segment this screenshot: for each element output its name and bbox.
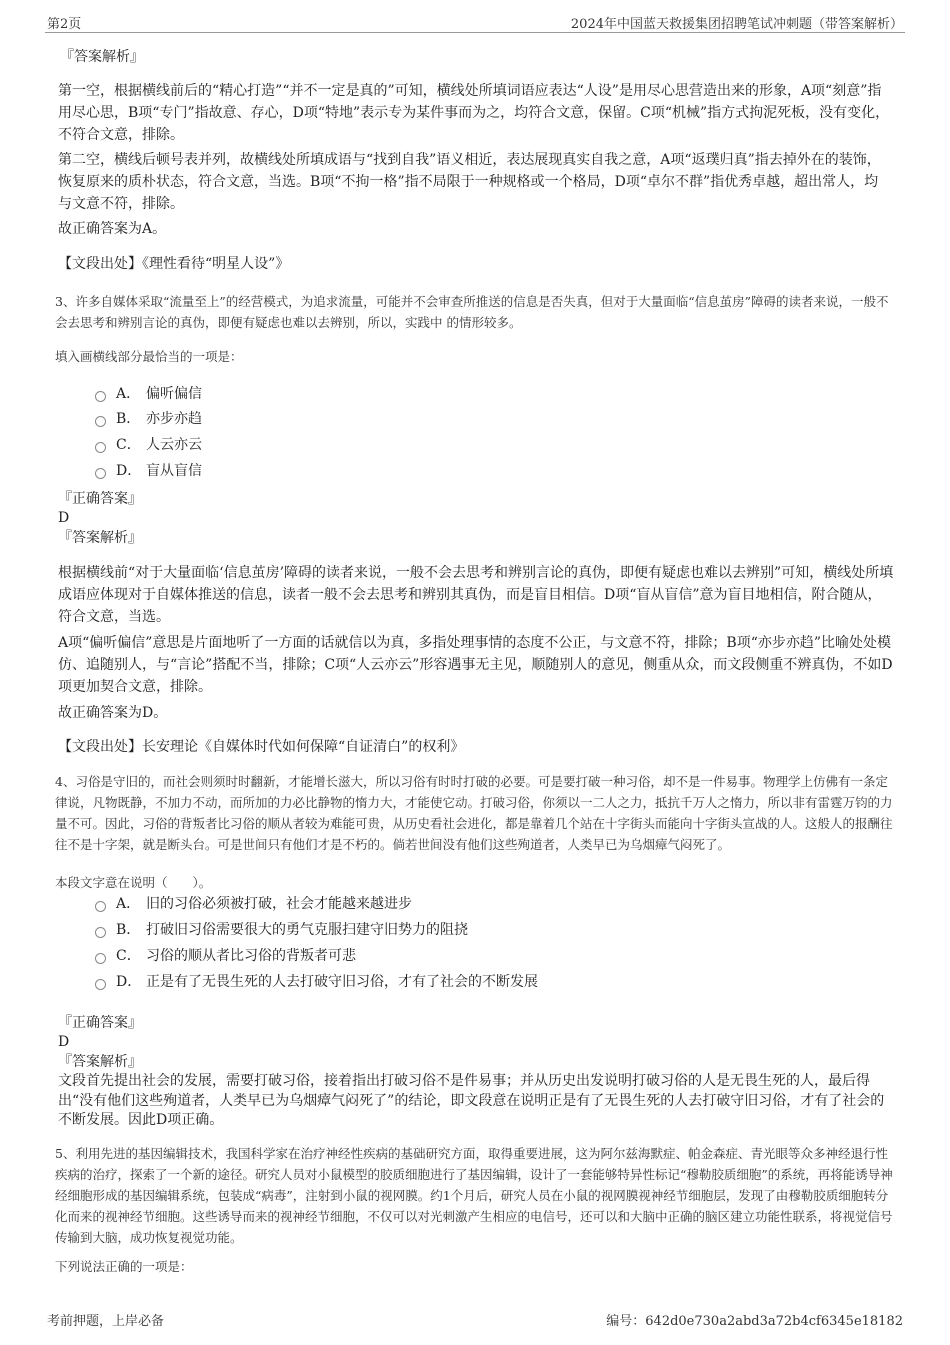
q5-stem: 5、利用先进的基因编辑技术，我国科学家在治疗神经性疾病的基础研究方面，取得重要进展，这为阿尔兹海默症、帕金森症、青光眼等众多神经退行性疾病的治疗，探索了一个新的途径。研究人员对小鼠模型的胶质细胞进行了基因编辑，设计了一套能够特异性标记“穆勒胶质细胞”的系统，再将能诱导神经细胞形成的基因编辑系统，包装成“病毒”，注射到小鼠的视网膜。约1个月后，研究人员在小鼠的视网膜视神经节细胞层，发现了由穆勒胶质细胞转分化而来的视神经节细胞。这些诱导而来的视神经节细胞，不仅可以对光刺激产生相应的电信号，还可以和大脑中正确的脑区建立功能性联系，将视觉信号传输到大脑，成功恢复视觉功能。 xyxy=(55,1146,893,1245)
radio-icon[interactable] xyxy=(95,468,106,479)
radio-icon[interactable] xyxy=(95,442,106,453)
q3-source: 【文段出处】长安理论《自媒体时代如何保障“自证清白”的权利》 xyxy=(58,739,465,755)
radio-icon[interactable] xyxy=(95,927,106,938)
q4-analysis-label: 『答案解析』 xyxy=(58,1054,142,1070)
q3-option-d[interactable]: D． 盲从盲信 xyxy=(95,461,202,481)
q2-answer-line: 故正确答案为A。 xyxy=(58,221,167,237)
q3-option-a[interactable]: A． 偏听偏信 xyxy=(95,384,202,404)
q4-stem: 4、习俗是守旧的，而社会则须时时翻新，才能增长滋大，所以习俗有时时打破的必要。可是要打破一种习俗，却不是一件易事。物理学上仿佛有一条定律说，凡物既静，不加力不动，而所加的力必比静物的惰力大，才能使它动。打破习俗，你须以一二人之力，抵抗千万人之惰力，所以非有雷霆万钧的力量不可。因此，习俗的背叛者比习俗的顺从者较为难能可贵，从历史看社会进化，都是靠着几个站在十字街头而能向十字街头宣战的人。这般人的报酬往往不是十字架，就是断头台。可是世间只有他们才是不朽的。倘若世间没有他们这些殉道者，人类早已为乌烟瘴气闷死了。 xyxy=(55,774,893,852)
radio-icon[interactable] xyxy=(95,901,106,912)
q3-answer-line: 故正确答案为D。 xyxy=(58,705,168,721)
document-code: 642d0e730a2abd3a72b4cf6345e18182 xyxy=(645,1314,903,1329)
q2-analysis-label: 『答案解析』 xyxy=(60,49,144,65)
q3-prompt: 填入画横线部分最恰当的一项是： xyxy=(55,349,243,364)
q3-answer: D xyxy=(58,510,70,526)
q5-prompt: 下列说法正确的一项是： xyxy=(55,1259,193,1274)
footer-code: 编号：642d0e730a2abd3a72b4cf6345e18182 xyxy=(606,1314,903,1329)
q2-analysis-p2: 第二空，横线后顿号表并列，故横线处所填成语与“找到自我”语义相近，表达展现真实自我之意，A项“返璞归真”指去掉外在的装饰，恢复原来的质朴状态，符合文意，当选。B项“不拘一格”指不局限于一种规格或一个格局，D项“卓尔不群”指优秀卓越，超出常人，均与文意不符，排除。 xyxy=(58,152,881,212)
q4-prompt: 本段文字意在说明（ ）。 xyxy=(55,875,212,890)
q4-option-a[interactable]: A． 旧的习俗必须被打破，社会才能越来越进步 xyxy=(95,894,412,914)
q4-answer-label: 『正确答案』 xyxy=(58,1015,142,1031)
radio-icon[interactable] xyxy=(95,979,106,990)
radio-icon[interactable] xyxy=(95,953,106,964)
document-title: 2024年中国蓝天救援集团招聘笔试冲刺题（带答案解析） xyxy=(570,17,903,32)
page-header xyxy=(45,10,905,33)
q3-option-b[interactable]: B． 亦步亦趋 xyxy=(95,409,202,429)
page-number: 第2页 xyxy=(47,17,82,32)
q3-analysis-label: 『答案解析』 xyxy=(58,530,142,546)
q3-analysis-p1: 根据横线前“对于大量面临‘信息茧房’障碍的读者来说，一般不会去思考和辨别言论的真伪，即便有疑虑也难以去辨别”可知，横线处所填成语应体现对于自媒体推送的信息，读者一般不会去思考和辨别其真伪，而是盲目相信。D项“盲从盲信”意为盲目地相信，附合随从，符合文意，当选。 xyxy=(58,565,894,625)
q3-analysis-p2: A项“偏听偏信”意思是片面地听了一方面的话就信以为真，多指处理事情的态度不公正，与文意不符，排除；B项“亦步亦趋”比喻处处模仿、追随别人，与“言论”搭配不当，排除；C项“人云亦云”形容遇事无主见，顺随别人的意见，侧重从众，而文段侧重不辨真伪，不如D项更加契合文意，排除。 xyxy=(58,635,893,695)
q3-option-c[interactable]: C． 人云亦云 xyxy=(95,435,202,455)
q4-option-c[interactable]: C． 习俗的顺从者比习俗的背叛者可悲 xyxy=(95,946,356,966)
q2-analysis-p1: 第一空，根据横线前后的“精心打造”“并不一定是真的”可知，横线处所填词语应表达“人设”是用尽心思营造出来的形象，A项“刻意”指用尽心思，B项“专门”指故意、存心，D项“特地”表示专为某件事而为之，均符合文意，保留。C项“机械”指方式拘泥死板，没有变化，不符合文意，排除。 xyxy=(58,83,890,143)
q3-answer-label: 『正确答案』 xyxy=(58,491,142,507)
radio-icon[interactable] xyxy=(95,416,106,427)
q2-source: 【文段出处】《理性看待“明星人设”》 xyxy=(58,256,290,272)
radio-icon[interactable] xyxy=(95,391,106,402)
q4-analysis-p1: 文段首先提出社会的发展，需要打破习俗，接着指出打破习俗不是件易事；并从历史出发说明打破习俗的人是无畏生死的人，最后得出“没有他们这些殉道者，人类早已为乌烟瘴气闷死了”的结论，即文段意在说明正是有了无畏生死的人去打破守旧习俗，才有了社会的不断发展。因此D项正确。 xyxy=(58,1073,885,1128)
q4-answer: D xyxy=(58,1034,70,1050)
q3-stem: 3、许多自媒体采取“流量至上”的经营模式，为追求流量，可能并不会审查所推送的信息是否失真，但对于大量面临“信息茧房”障碍的读者来说，一般不会去思考和辨别言论的真伪，即便有疑虑也难以去辨别，所以，实践中 的情形较多。 xyxy=(55,294,889,330)
q4-option-b[interactable]: B． 打破旧习俗需要很大的勇气克服扫建守旧势力的阻挠 xyxy=(95,920,468,940)
footer-slogan: 考前押题，上岸必备 xyxy=(47,1314,165,1329)
q4-option-d[interactable]: D． 正是有了无畏生死的人去打破守旧习俗，才有了社会的不断发展 xyxy=(95,972,538,992)
